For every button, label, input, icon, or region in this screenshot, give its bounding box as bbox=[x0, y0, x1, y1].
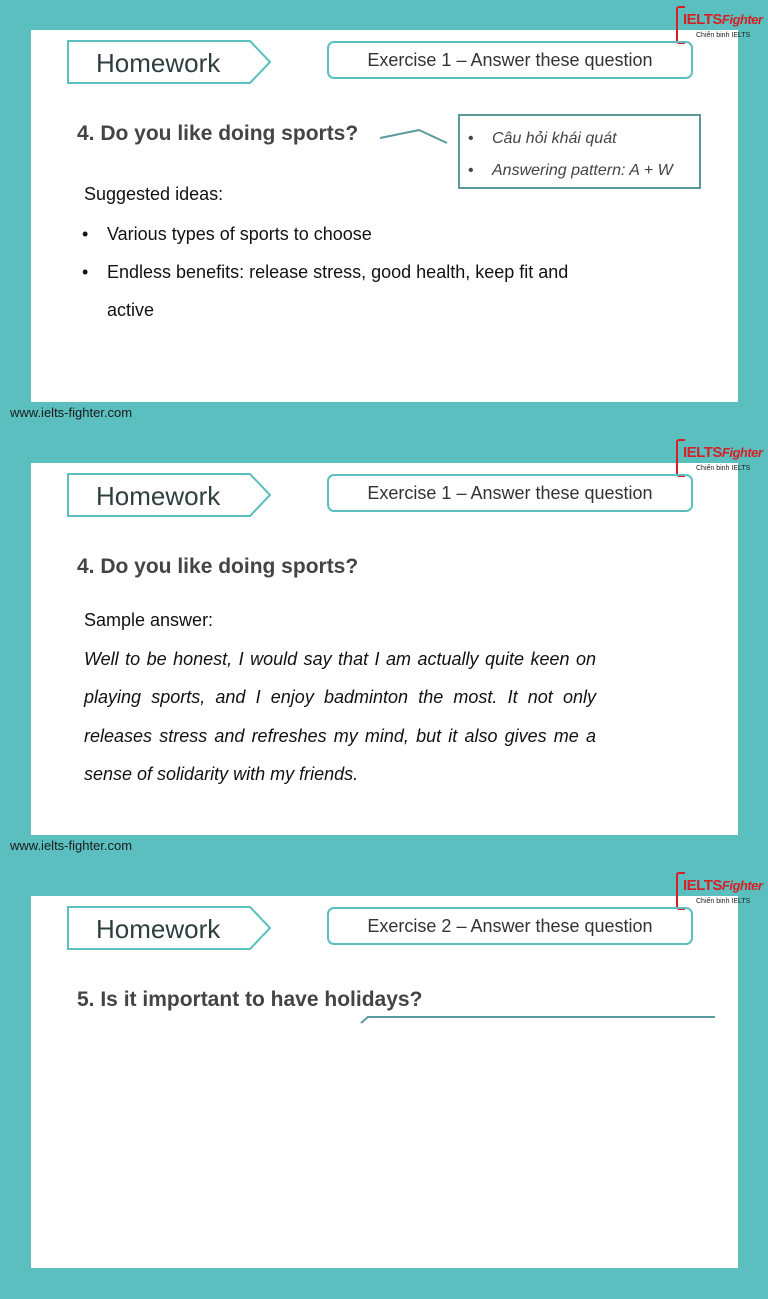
answer-heading: Sample answer: bbox=[84, 610, 214, 630]
note-box bbox=[458, 114, 701, 189]
homework-label: Homework bbox=[96, 914, 221, 944]
note-item: • Câu hỏi khái quát bbox=[468, 130, 617, 147]
answer-text: Well to be honest, I would say that I am actually quite keen on playing sports, and I enjoy badminton the most. It not only releases stress and refreshes my mind, but it also gives me a sense of solidarity with my friends. bbox=[84, 649, 596, 784]
logo-brand-sub: Fighter bbox=[721, 12, 763, 27]
logo-tagline: Chiến binh IELTS bbox=[696, 898, 751, 905]
ideas-heading: Suggested ideas: bbox=[84, 184, 224, 204]
connector-line bbox=[379, 126, 459, 146]
note-item: • Answering pattern: A + W bbox=[468, 162, 673, 179]
slide-card bbox=[31, 896, 738, 1268]
question-title: 5. Is it important to have holidays? bbox=[77, 988, 423, 1011]
idea-item: • Various types of sports to choose bbox=[82, 224, 372, 244]
connector-line bbox=[360, 1016, 720, 1024]
homework-tag bbox=[67, 40, 272, 84]
logo-brand-sub: Fighter bbox=[721, 445, 763, 460]
homework-tag bbox=[67, 906, 272, 950]
homework-label: Homework bbox=[96, 481, 221, 511]
footer-url: www.ielts-fighter.com bbox=[10, 838, 133, 853]
exercise-label: Exercise 1 – Answer these question bbox=[327, 474, 693, 512]
exercise-label: Exercise 1 – Answer these question bbox=[327, 41, 693, 79]
footer-url: www.ielts-fighter.com bbox=[10, 405, 133, 420]
exercise-label: Exercise 2 – Answer these question bbox=[327, 907, 693, 945]
question-title: 4. Do you like doing sports? bbox=[77, 555, 359, 578]
homework-label: Homework bbox=[96, 48, 221, 78]
slide-3 bbox=[0, 866, 768, 1299]
slide-1 bbox=[0, 0, 768, 433]
logo-brand: IELTS bbox=[683, 444, 722, 461]
question-title: 4. Do you like doing sports? bbox=[77, 122, 359, 145]
logo-brand-sub: Fighter bbox=[721, 878, 763, 893]
logo-tagline: Chiến binh IELTS bbox=[696, 465, 751, 472]
homework-tag bbox=[67, 473, 272, 517]
logo-tagline: Chiến binh IELTS bbox=[696, 32, 751, 39]
idea-item: • Endless benefits: release stress, good health, keep fit and active bbox=[82, 262, 569, 320]
logo-brand: IELTS bbox=[683, 11, 722, 28]
logo-brand: IELTS bbox=[683, 877, 722, 894]
